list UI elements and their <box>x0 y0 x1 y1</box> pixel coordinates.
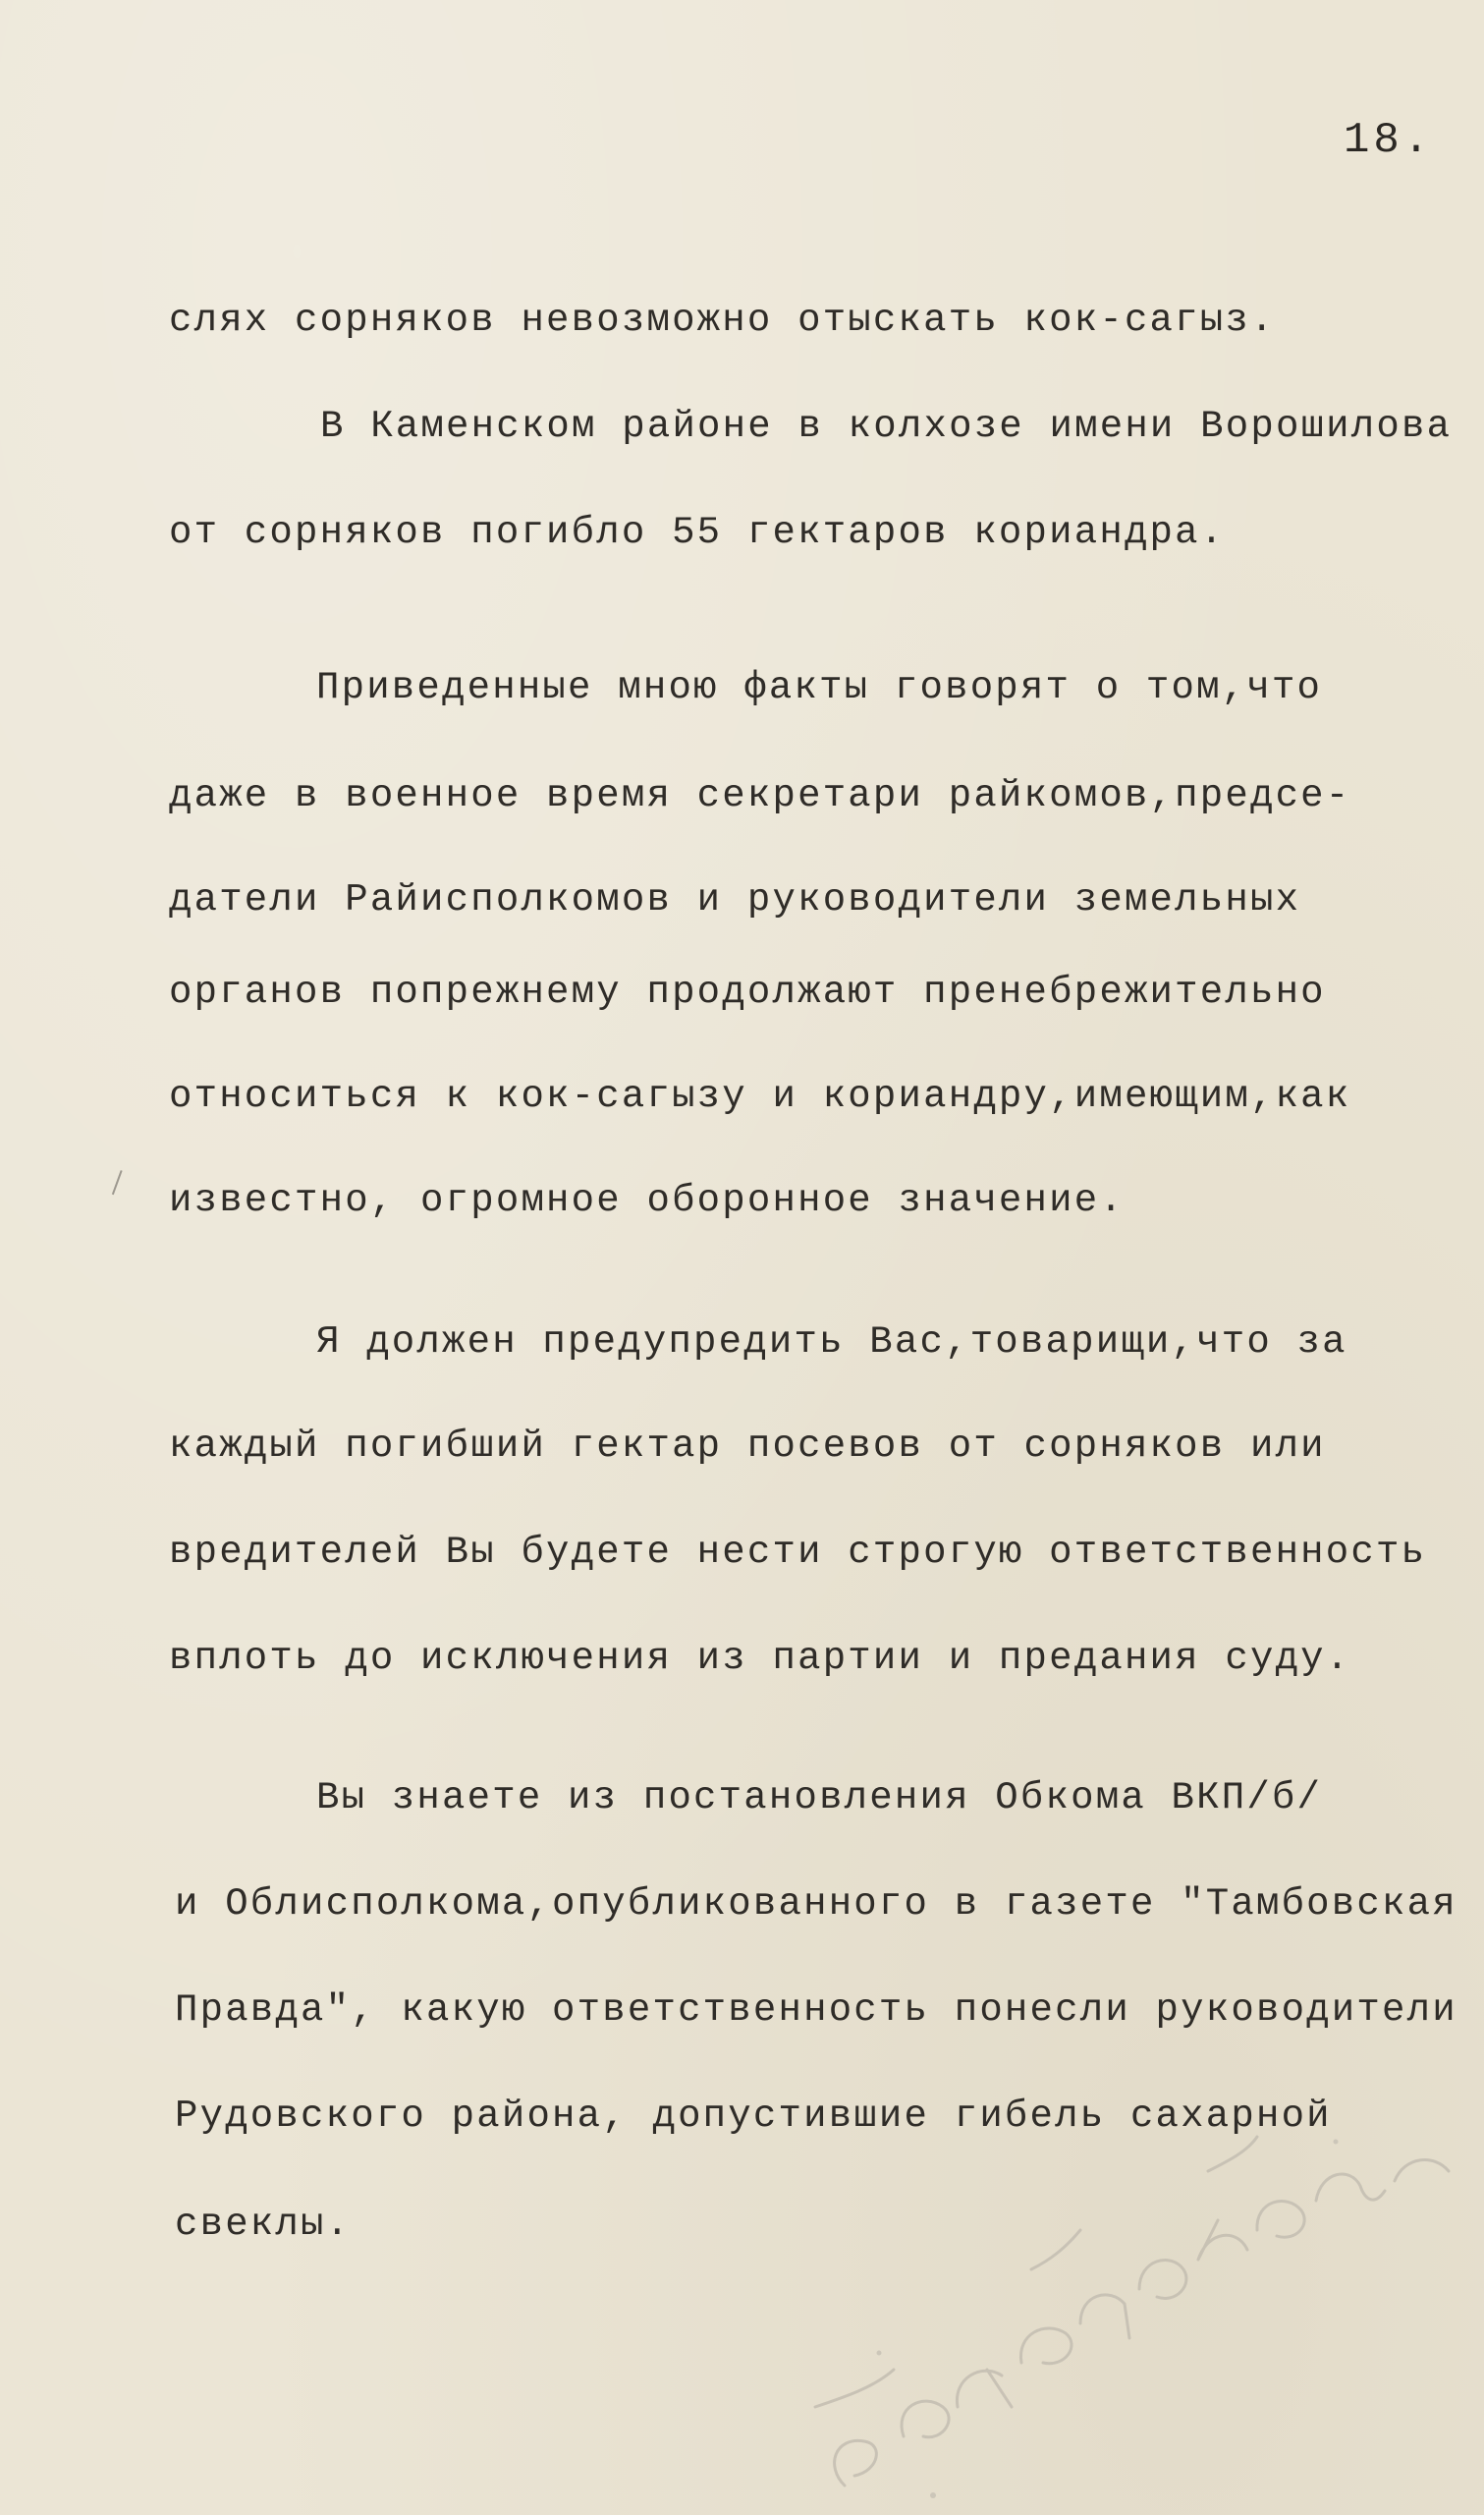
text-line: слях сорняков невозможно отыскать кок-сагыз. <box>169 299 1276 342</box>
text-line: Рудовского района, допустившие гибель сахарной <box>175 2095 1332 2138</box>
page-number: 18. <box>1344 116 1434 165</box>
archive-watermark-stamp <box>786 2112 1473 2505</box>
text-line: относиться к кок-сагызу и кориандру,имеющим,как <box>169 1075 1351 1118</box>
text-line: датели Райисполкомов и руководители земельных <box>169 878 1301 922</box>
text-line: даже в военное время секретари райкомов,предсе- <box>169 774 1351 817</box>
text-line: известно, огромное оборонное значение. <box>169 1179 1125 1222</box>
text-line: Вы знаете из постановления Обкома ВКП/б/ <box>316 1776 1323 1819</box>
text-line: Я должен предупредить Вас,товарищи,что за <box>316 1320 1347 1364</box>
text-line: и Облисполкома,опубликованного в газете "Тамбовская <box>175 1882 1457 1926</box>
margin-pen-mark <box>112 1170 130 1198</box>
text-line: В Каменском районе в колхозе имени Ворошилова <box>320 405 1453 448</box>
text-line: органов попрежнему продолжают пренебрежительно <box>169 971 1326 1014</box>
text-line: от сорняков погибло 55 гектаров кориандра. <box>169 511 1226 554</box>
text-line: свеклы. <box>175 2203 352 2246</box>
text-line: Правда", какую ответственность понесли руководители <box>175 1988 1457 2032</box>
text-line: вредителей Вы будете нести строгую ответственность <box>169 1531 1427 1574</box>
text-line: вплоть до исключения из партии и предания суду. <box>169 1637 1351 1680</box>
text-line: Приведенные мною факты говорят о том,что <box>316 666 1323 709</box>
text-line: каждый погибший гектар посевов от сорняков или <box>169 1425 1326 1468</box>
